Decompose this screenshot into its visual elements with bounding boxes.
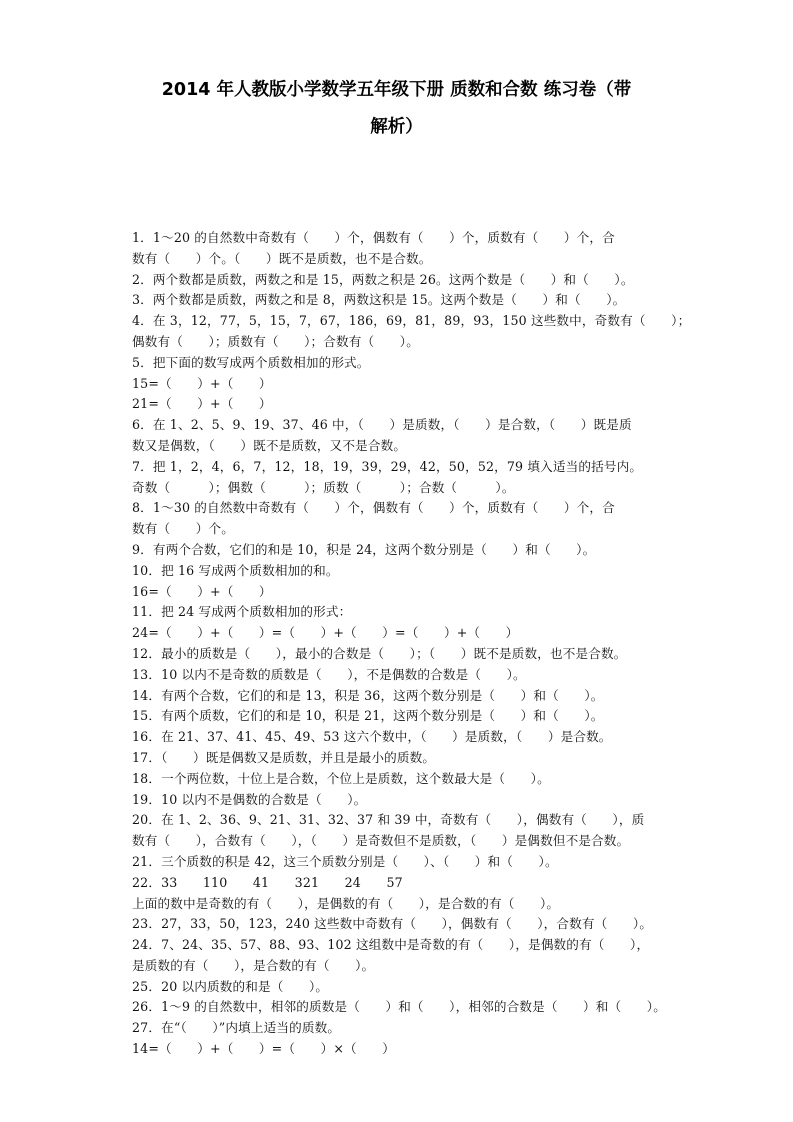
text-line: 25．20 以内质数的和是（ ）。 xyxy=(132,978,329,994)
text-line: 3．两个数都是质数，两数之和是 8，两数这积是 15。这两个数是（ ）和（ ）。 xyxy=(132,292,626,308)
text-line: 24．7、24、35、57、88、93、102 这组数中是奇数的有（ ），是偶数的有（ ）， xyxy=(132,937,650,953)
text-line: 16．在 21、37、41、45、49、53 这六个数中，（ ）是质数，（ ）是合数。 xyxy=(132,729,612,745)
text-line: 22．33 110 41 321 24 57 xyxy=(132,874,403,890)
text-line: 13．10 以内不是奇数的质数是（ ），不是偶数的合数是（ ）。 xyxy=(132,666,526,682)
text-line: 12．最小的质数是（ ），最小的合数是（ ）；（ ）既不是质数，也不是合数。 xyxy=(132,645,627,661)
text-line: 14．有两个合数，它们的和是 13，积是 36，这两个数分别是（ ）和（ ）。 xyxy=(132,687,604,703)
text-line: 数有（ ）个。 xyxy=(132,521,234,537)
text-line: 数有（ ）个。（ ）既不是质数，也不是合数。 xyxy=(132,250,432,266)
text-line: 数又是偶数，（ ）既不是质数，又不是合数。 xyxy=(132,437,407,453)
text-line: 24=（ ）+（ ）=（ ）+（ ）=（ ）+（ ） xyxy=(132,625,519,641)
text-line: 上面的数中是奇数的有（ ），是偶数的有（ ），是合数的有（ ）。 xyxy=(132,895,560,911)
text-line: 6．在 1、2、5、9、19、37、46 中，（ ）是质数，（ ）是合数，（ ）既是质 xyxy=(132,417,632,433)
text-line: 20．在 1、2、36、9、21、31、32、37 和 39 中，奇数有（ ），偶数有（ ），质 xyxy=(132,812,645,828)
text-line: 27．在“（ ）”内填上适当的质数。 xyxy=(132,1020,341,1036)
text-line: 17．（ ）既是偶数又是质数，并且是最小的质数。 xyxy=(132,749,436,765)
text-line: 4．在 3，12，77，5，15，7，67，186，69，81，89，93，150 这些数中，奇数有（ ）； xyxy=(132,313,691,329)
text-line: 10．把 16 写成两个质数相加的和。 xyxy=(132,562,339,578)
text-line: 奇数（ ）；偶数（ ）；质数（ ）；合数（ ）。 xyxy=(132,479,515,495)
text-line: 19．10 以内不是偶数的合数是（ ）。 xyxy=(132,791,367,807)
text-line: 9．有两个合数，它们的和是 10，积是 24，这两个数分别是（ ）和（ ）。 xyxy=(132,541,596,557)
text-line: 偶数有（ ）；质数有（ ）；合数有（ ）。 xyxy=(132,333,419,349)
title-line-2: 解析） xyxy=(370,117,423,137)
text-line: 23．27，33，50，123，240 这些数中奇数有（ ），偶数有（ ），合数有（ ）。 xyxy=(132,916,653,932)
text-line: 5．把下面的数写成两个质数相加的形式。 xyxy=(132,354,370,370)
text-line: 7．把 1，2，4，6，7，12，18，19，39，29，42，50，52，79 填入适当的括号内。 xyxy=(132,458,643,474)
text-line: 14=（ ）+（ ）=（ ）×（ ） xyxy=(132,1041,396,1057)
text-line: 2．两个数都是质数，两数之和是 15，两数之积是 26。这两个数是（ ）和（ ）。 xyxy=(132,271,634,287)
text-line: 18．一个两位数，十位上是合数，个位上是质数，这个数最大是（ ）。 xyxy=(132,770,550,786)
text-line: 是质数的有（ ），是合数的有（ ）。 xyxy=(132,957,375,973)
text-line: 15．有两个质数，它们的和是 10，积是 21，这两个数分别是（ ）和（ ）。 xyxy=(132,708,604,724)
text-line: 11．把 24 写成两个质数相加的形式： xyxy=(132,604,352,620)
text-line: 1．1～20 的自然数中奇数有（ ）个，偶数有（ ）个，质数有（ ）个，合 xyxy=(132,230,615,245)
text-line: 16=（ ）+（ ） xyxy=(132,583,272,599)
text-line: 数有（ ），合数有（ ），（ ）是奇数但不是质数，（ ）是偶数但不是合数。 xyxy=(132,833,630,849)
question-list xyxy=(132,228,692,1060)
text-line: 21．三个质数的积是 42，这三个质数分别是（ ）、（ ）和（ ）。 xyxy=(132,853,558,869)
text-line: 8．1～30 的自然数中奇数有（ ）个，偶数有（ ）个，质数有（ ）个，合 xyxy=(132,500,615,516)
text-line: 15=（ ）+（ ） xyxy=(132,375,272,391)
text-line: 26．1～9 的自然数中，相邻的质数是（ ）和（ ），相邻的合数是（ ）和（ ）。 xyxy=(132,999,666,1015)
text-line: 21=（ ）+（ ） xyxy=(132,396,272,412)
title-line-1: 2014 年人教版小学数学五年级下册 质数和合数 练习卷（带 xyxy=(161,80,632,100)
